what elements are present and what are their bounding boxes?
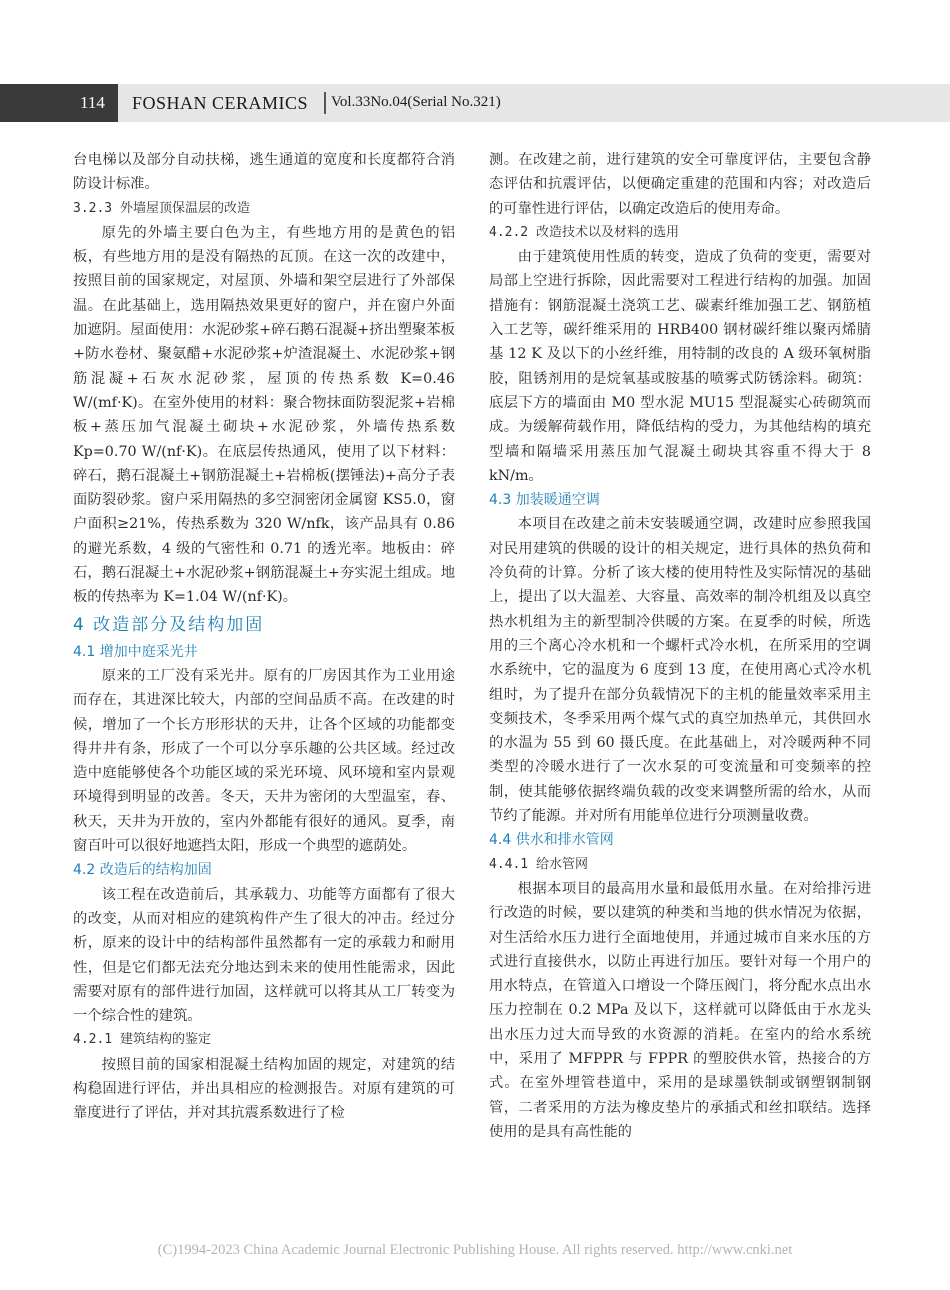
right-column: [489, 148, 871, 1144]
paragraph: 该工程在改造前后，其承载力、功能等方面都有了很大的改变，从而对相应的建筑构件产生了很大的冲击。经过分析，原来的设计中的结构部件虽然都有一定的承载力和耐用性，但是它们都无法充分地达到未来的使用性能需求，因此需要对原有的部件进行加固，这样就可以将其从工厂转变为一个综合性的建筑。: [73, 886, 455, 1025]
left-column: [73, 148, 455, 1126]
paragraph: 按照目前的国家相混凝土结构加固的规定，对建筑的结构稳固进行评估，并出具相应的检测报告。对原有建筑的可靠度进行了评估，并对其抗震系数进行了检: [73, 1056, 455, 1122]
section-heading-4-2-2: 4.2.2 改造技术以及材料的选用: [489, 224, 679, 240]
journal-title: FOSHAN CERAMICS: [132, 93, 309, 113]
paragraph: 台电梯以及部分自动扶梯，逃生通道的宽度和长度都符合消防设计标准。: [73, 152, 455, 193]
header-divider: [324, 92, 326, 114]
section-heading-4: 4 改造部分及结构加固: [73, 614, 265, 635]
paragraph: 由于建筑使用性质的转变，造成了负荷的变更，需要对局部上空进行拆除，因此需要对工程进行结构的加强。加固措施有：钢筋混凝土浇筑工艺、碳素纤维加强工艺、钢筋植入工艺等，碳纤维采用的 HRB400 钢材碳纤维以聚丙烯腈基 12 K 及以下的小丝纤维，用特制的改良的 A 级环氧树脂胶，阻锈剂用的是烷氧基或胺基的喷雾式防锈涂料。砌筑：底层下方的墙面由 M0 型水泥 MU15 型混凝实心砖砌筑而成。为缓解荷载作用，降低结构的受力，为其他结构的填充型墙和隔墙采用蒸压加气混凝土砌块其容重不得大于 8 kN/m。: [489, 249, 871, 484]
section-heading-4-4-1: 4.4.1 给水管网: [489, 856, 588, 872]
section-heading-4-2-1: 4.2.1 建筑结构的鉴定: [73, 1032, 211, 1048]
paragraph: 测。在改建之前，进行建筑的安全可靠度评估，主要包含静态评估和抗震评估，以便确定重建的范围和内容；对改造后的可靠性进行评估，以确定改造后的使用寿命。: [489, 152, 871, 217]
paragraph: 原先的外墙主要白色为主，有些地方用的是黄色的铝板，有些地方用的是没有隔热的瓦顶。在这一次的改建中，按照目前的国家规定，对屋顶、外墙和架空层进行了外部保温。在此基础上，选用隔热效果更好的窗户，并在窗户外面加遮阴。屋面使用：水泥砂浆+碎石鹅石混凝+挤出塑聚苯板+防水卷材、聚氨醋+水泥砂浆+炉渣混凝土、水泥砂浆+钢筋混凝+石灰水泥砂浆，屋顶的传热系数 K=0.46 W/(mf·K)。在室外使用的材料：聚合物抹面防裂泥浆+岩棉板+蒸压加气混凝土砌块+水泥砂浆，外墙传热系数 Kp=0.70 W/(nf·K)。在底层传热通风，使用了以下材料：碎石，鹅石混凝土+钢筋混凝土+岩棉板(摆锤法)+高分子表面防裂砂浆。窗户采用隔热的多空洞密闭金属窗 KS5.0，窗户面积≥21%，传热系数为 320 W/nfk，该产品具有 0.86 的避光系数，4 级的气密性和 0.71 的透光率。地板由：碎石，鹅石混凝土+水泥砂浆+钢筋混凝土+夯实泥土组成。地板的传热率为 K=1.04 W/(nf·K)。: [73, 224, 455, 606]
running-header: [0, 84, 950, 122]
section-heading-3-2-3: 3.2.3 外墙屋顶保温层的改造: [73, 200, 250, 216]
paragraph: 本项目在改建之前未安装暖通空调，改建时应参照我国对民用建筑的供暖的设计的相关规定，进行具体的热负荷和冷负荷的计算。分析了该大楼的使用特性及实际情况的基础上，提出了以大温差、大容量、高效率的制冷机组及以真空热水机组为主的新型制冷供暖的方案。在夏季的时候，所选用的三个离心冷水机和一个螺杆式冷水机，在所采用的空调水系统中，它的温度为 6 度到 13 度，在使用离心式冷水机组时，为了提升在部分负载情况下的主机的能量效率采用主变频技术，冬季采用两个煤气式的真空加热单元，其供回水的水温为 55 到 60 摄氏度。在此基础上，对冷暖两种不同类型的冷暖水进行了一次水泵的可变流量和可变频率的控制，使其能够依据终端负载的改变来调整所需的给水，从而节约了能源。并对所有用能单位进行分项测量收费。: [489, 516, 871, 825]
section-heading-4-3: 4.3 加装暖通空调: [489, 492, 600, 509]
section-heading-4-4: 4.4 供水和排水管网: [489, 832, 614, 849]
section-heading-4-1: 4.1 增加中庭采光井: [73, 643, 198, 660]
copyright-footer: (C)1994-2023 China Academic Journal Electronic Publishing House. All rights reserved. http://www.cnki.net: [157, 1242, 793, 1258]
page-number-box: [0, 84, 118, 122]
paragraph: 原来的工厂没有采光井。原有的厂房因其作为工业用途而存在，其进深比较大，内部的空间品质不高。在改建的时候，增加了一个长方形形状的天井，让各个区域的功能都变得井井有条，形成了一个可以分享乐趣的公共区域。经过改造中庭能够使各个功能区域的采光环境、风环境和室内景观环境得到明显的改善。冬天，天井为密闭的大型温室，春、秋天，天井为开放的，室内外都能有很好的通风。夏季，南窗百叶可以很好地遮挡太阳，形成一个典型的遮荫处。: [73, 667, 455, 855]
section-heading-4-2: 4.2 改造后的结构加固: [73, 862, 212, 879]
page-number: 114: [80, 93, 105, 112]
paragraph: 根据本项目的最高用水量和最低用水量。在对给排污进行改造的时候，要以建筑的种类和当地的供水情况为依据，对生活给水压力进行全面地使用，并通过城市自来水压的方式进行直接供水，以防止再进行加压。要针对每一个用户的用水特点，在管道入口增设一个降压阀门，将分配水点出水压力控制在 0.2 MPa 及以下，这样就可以降低由于水龙头出水压力过大而导致的水资源的消耗。在室内的给水系统中，采用了 MFPPR 与 FPPR 的塑胶供水管，热接合的方式。在室外埋管巷道中，采用的是球墨铁制或钢塑钢制钢管，二者采用的方法为橡皮垫片的承插式和丝扣联结。选择使用的是具有高性能的: [489, 880, 871, 1140]
volume-info: Vol.33No.04(Serial No.321): [331, 94, 501, 110]
